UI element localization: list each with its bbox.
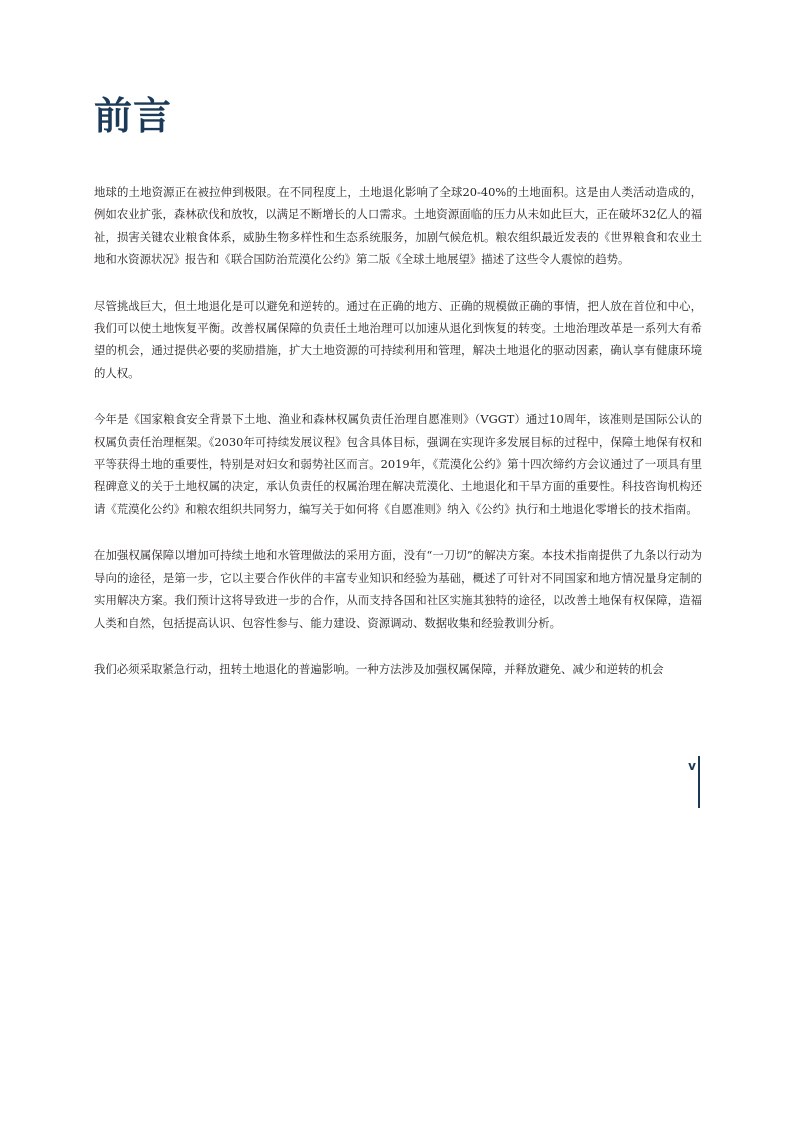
page-title: 前言 [94,93,173,138]
paragraph-5: 我们必须采取紧急行动，扭转土地退化的普遍影响。一种方法涉及加强权属保障，并释放避免、减少和逆转的机会 [94,661,664,676]
page-number: v [688,759,696,773]
paragraph-2: 尽管挑战巨大，但土地退化是可以避免和逆转的。通过在正确的地方、正确的规模做正确的事情，把人放在首位和中心，我们可以使土地恢复平衡。改善权属保障的负责任土地治理可以加速从退化到恢复的转变。土地治理改革是一系列大有希望的机会，通过提供必要的奖励措施，扩大土地资源的可持续利用和管理，解决土地退化的驱动因素，确认享有健康环境的人权。 [94,298,702,380]
paragraph-3: 今年是《国家粮食安全背景下土地、渔业和森林权属负责任治理自愿准则》（VGGT）通过10周年，该准则是国际公认的权属负责任治理框架。《2030年可持续发展议程》包含具体目标，强调在实现许多发展目标的过程中，保障土地保有权和平等获得土地的重要性，特别是对妇女和弱势社区而言。2019年，《荒漠化公约》第十四次缔约方会议通过了一项具有里程碑意义的关于土地权属的决定，承认负责任的权属治理在解决荒漠化、土地退化和干旱方面的重要性。科技咨询机构还请《荒漠化公约》和粮农组织共同努力，编写关于如何将《自愿准则》纳入《公约》执行和土地退化零增长的技术指南。 [94,412,702,516]
body-text [94,181,702,704]
paragraph-1: 地球的土地资源正在被拉伸到极限。在不同程度上，土地退化影响了全球20-40%的土地面积。这是由人类活动造成的，例如农业扩张，森林砍伐和放牧，以满足不断增长的人口需求。土地资源面临的压力从未如此巨大，正在破坏32亿人的福祉，损害关键农业粮食体系，威胁生物多样性和生态系统服务，加剧气候危机。粮农组织最近发表的《世界粮食和农业土地和水资源状况》报告和《联合国防治荒漠化公约》第二版《全球土地展望》描述了这些令人震惊的趋势。 [94,185,702,267]
paragraph-4: 在加强权属保障以增加可持续土地和水管理做法的采用方面，没有“一刀切”的解决方案。本技术指南提供了九条以行动为导向的途径，是第一步，它以主要合作伙伴的丰富专业知识和经验为基础，概述了可针对不同国家和地方情况量身定制的实用解决方案。我们预计这将导致进一步的合作，从而支持各国和社区实施其独特的途径，以改善土地保有权保障，造福人类和自然，包括提高认识、包容性参与、能力建设、资源调动、数据收集和经验教训分析。 [94,548,702,630]
page-number-rule [698,756,700,808]
